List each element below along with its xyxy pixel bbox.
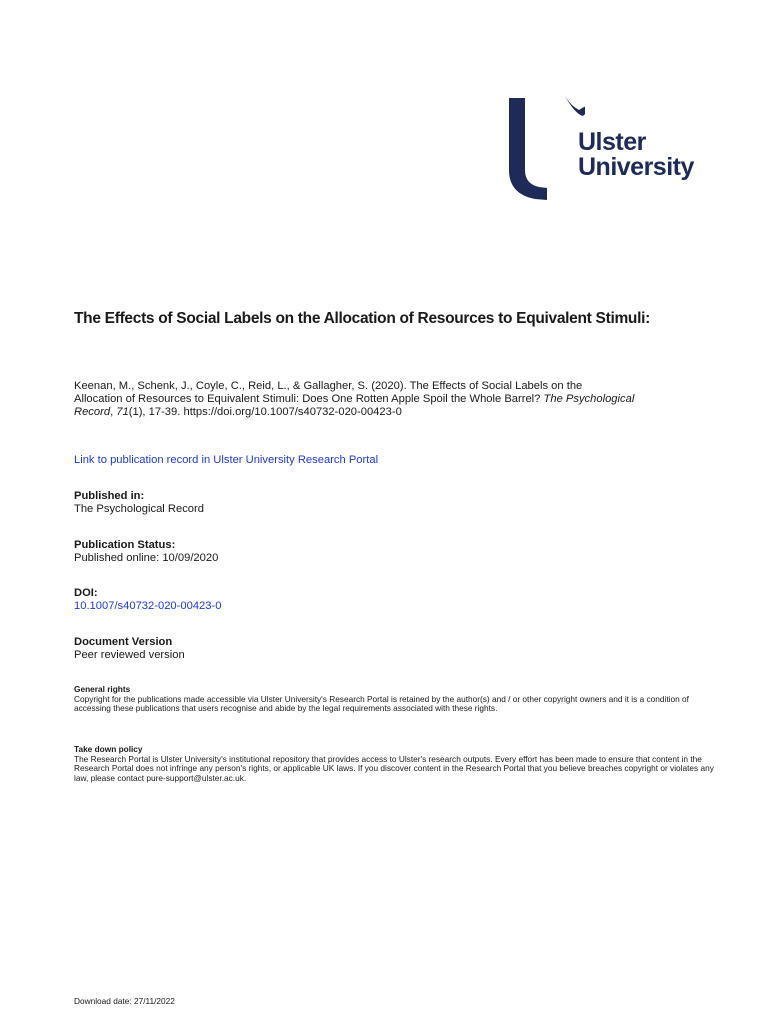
document-version-label: Document Version (74, 636, 173, 648)
publication-status-label: Publication Status: (74, 539, 176, 551)
published-in-section (74, 490, 204, 516)
ulster-university-logo (505, 92, 715, 202)
portal-link[interactable]: Link to publication record in Ulster University Research Portal (74, 454, 379, 466)
general-rights-label: General rights (74, 684, 131, 694)
take-down-section (74, 745, 714, 783)
document-title: The Effects of Social Labels on the Allocation of Resources to Equivalent Stimuli: (74, 310, 650, 327)
logo-mark-icon (505, 92, 585, 202)
citation-line-1: Keenan, M., Schenk, J., Coyle, C., Reid, L., & Gallagher, S. (2020). The Effects of Social Labels on the (74, 380, 583, 392)
publication-status-value: Published online: 10/09/2020 (74, 552, 219, 564)
take-down-label: Take down policy (74, 744, 143, 754)
citation-rest: (1), 17-39. https://doi.org/10.1007/s40732-020-00423-0 (128, 406, 402, 418)
document-version-section (74, 636, 185, 662)
general-rights-section (74, 685, 714, 714)
general-rights-text: Copyright for the publications made accessible via Ulster University's Research Portal is retained by the author(s) and / or other copyright owners and it is a condition of accessing these publications that users recognise and abide by the legal requirements associated with these rights. (74, 693, 689, 714)
citation-sep: , (110, 406, 117, 418)
citation (74, 380, 674, 419)
document-version-value: Peer reviewed version (74, 649, 185, 661)
doi-label: DOI: (74, 587, 98, 599)
published-in-value: The Psychological Record (74, 503, 204, 515)
logo-line-1: Ulster (578, 128, 646, 156)
take-down-text: The Research Portal is Ulster University's institutional repository that provides access to Ulster's research outputs. Every effort has been made to ensure that content in the Research Portal does not infringe any person's rights, or applicable UK laws. If you discover content in the Research Portal that you believe breaches copyright or violates any law, please contact pure-support@ulster.ac.uk. (74, 753, 714, 783)
doi-section (74, 587, 221, 613)
logo-wordmark (578, 130, 694, 180)
citation-volume: 71 (116, 406, 129, 418)
citation-journal: The Psychological Record (74, 393, 635, 418)
published-in-label: Published in: (74, 490, 145, 502)
publication-status-section (74, 539, 218, 565)
logo-line-2: University (578, 153, 694, 181)
doi-link[interactable]: 10.1007/s40732-020-00423-0 (74, 600, 222, 612)
download-date: Download date: 27/11/2022 (74, 996, 175, 1006)
citation-line-2: Allocation of Resources to Equivalent Stimuli: Does One Rotten Apple Spoil the Whole Barrel? (74, 393, 544, 405)
